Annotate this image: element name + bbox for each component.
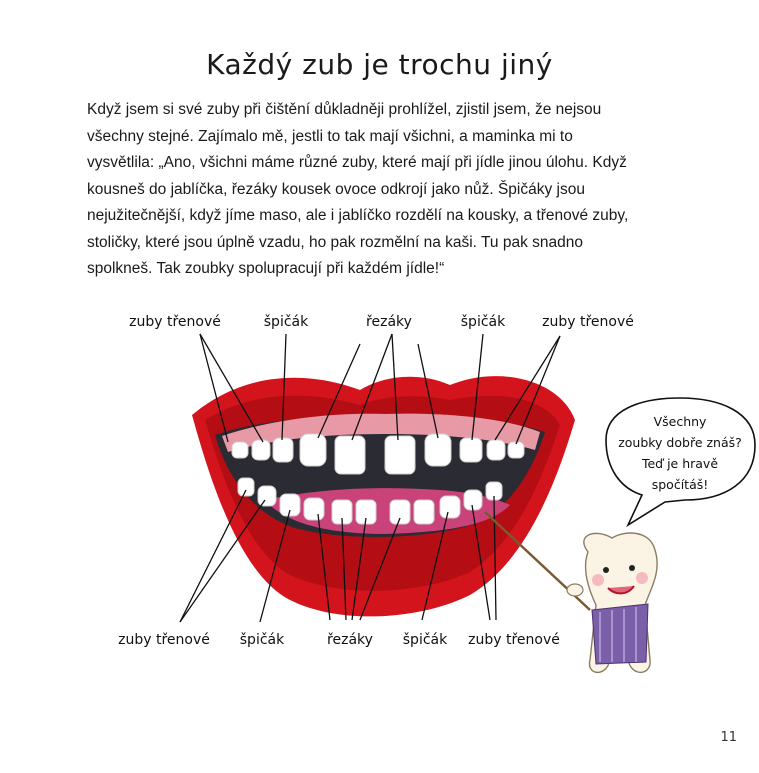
paragraph-line: nejužitečnější, když jíme maso, ale i jablíčko rozdělí na kousky, a třenové zuby, bbox=[87, 207, 629, 224]
paragraph-line: vysvětlila: „Ano, všichni máme různé zuby, které mají při jídle jinou úlohu. Když bbox=[87, 154, 627, 171]
label-bottom-canine-left: špičák bbox=[239, 632, 285, 648]
bubble-line: Teď je hravě bbox=[641, 456, 719, 471]
label-bottom-incisors: řezáky bbox=[327, 632, 373, 648]
paragraph-line: spolkneš. Tak zoubky spolupracují při každém jídle!“ bbox=[87, 260, 445, 277]
tooth-character bbox=[485, 512, 657, 672]
paragraph-line: stoličky, které jsou úplně vzadu, ho pak rozmělní na kaši. Tu pak snadno bbox=[87, 233, 583, 251]
page-title: Každý zub je trochu jiný bbox=[206, 48, 553, 81]
label-bottom-canine-right: špičák bbox=[402, 632, 448, 648]
label-bottom-premolars-right: zuby třenové bbox=[468, 632, 560, 648]
bubble-line: spočítáš! bbox=[651, 477, 709, 492]
label-top-premolars: zuby třenové bbox=[129, 314, 221, 330]
story-paragraph bbox=[87, 97, 687, 283]
paragraph-line: všechny stejné. Zajímalo mě, jestli to tak mají všichni, a maminka mi to bbox=[87, 127, 573, 145]
label-bottom-premolars: zuby třenové bbox=[118, 632, 210, 648]
paragraph-line: Když jsem si své zuby při čištění důkladněji prohlížel, zjistil jsem, že nejsou bbox=[87, 101, 602, 118]
label-top-canine-right: špičák bbox=[460, 314, 506, 330]
speech-bubble bbox=[606, 398, 755, 525]
page-number: 11 bbox=[720, 730, 737, 745]
label-top-canine-left: špičák bbox=[263, 314, 309, 330]
label-top-incisors: řezáky bbox=[366, 314, 412, 330]
label-top-premolars-right: zuby třenové bbox=[542, 314, 634, 330]
bubble-line: zoubky dobře znáš? bbox=[618, 435, 742, 450]
teeth-diagram bbox=[0, 290, 759, 710]
bubble-line: Všechny bbox=[653, 414, 707, 429]
paragraph-line: kousneš do jablíčka, řezáky kousek ovoce odkrojí jako nůž. Špičáky jsou bbox=[87, 180, 585, 198]
